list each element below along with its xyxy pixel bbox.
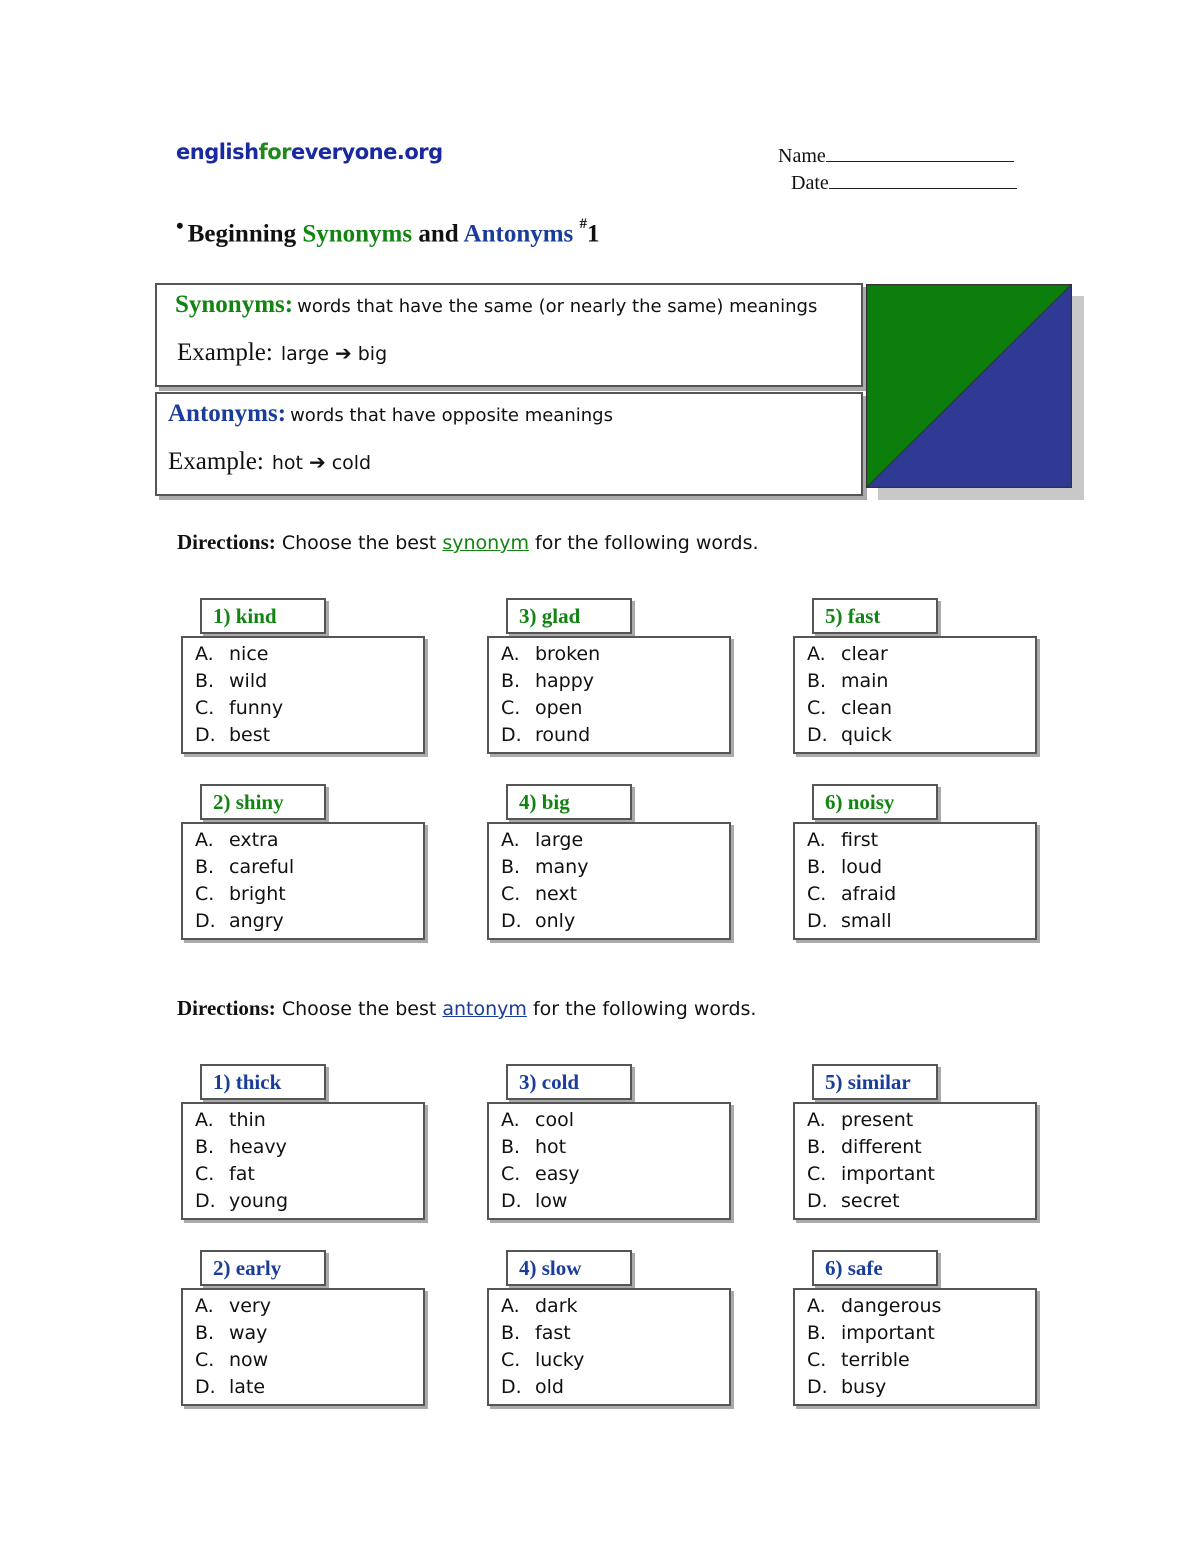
option-text: happy [535, 670, 595, 692]
option-letter: D. [195, 1190, 216, 1212]
option-text: funny [229, 697, 284, 719]
option-text: clear [841, 643, 888, 665]
option-text: old [535, 1376, 564, 1398]
synonym-definition-box [155, 283, 863, 387]
answer-option[interactable] [807, 643, 888, 665]
answer-option[interactable] [501, 1322, 571, 1344]
answer-option[interactable] [501, 1136, 566, 1158]
option-text: many [535, 856, 589, 878]
option-text: round [535, 724, 591, 746]
option-text: busy [841, 1376, 887, 1398]
option-text: very [229, 1295, 271, 1317]
answer-option[interactable] [501, 1349, 584, 1371]
option-letter: B. [195, 1136, 215, 1158]
option-letter: A. [501, 643, 520, 665]
name-date-fields [778, 143, 1017, 197]
arrow-right-icon: ➔ [308, 450, 326, 474]
option-text: easy [535, 1163, 580, 1185]
answer-option[interactable] [501, 1163, 579, 1185]
option-text: dangerous [841, 1295, 942, 1317]
answer-option[interactable] [501, 724, 590, 746]
synonym-options-box [181, 636, 425, 754]
option-letter: D. [807, 910, 828, 932]
answer-option[interactable] [807, 1349, 910, 1371]
option-letter: B. [807, 856, 827, 878]
option-letter: A. [195, 1109, 214, 1131]
answer-option[interactable] [195, 670, 267, 692]
option-text: different [841, 1136, 922, 1158]
option-text: present [841, 1109, 914, 1131]
option-text: bright [229, 883, 286, 905]
option-text: main [841, 670, 889, 692]
answer-option[interactable] [807, 1376, 886, 1398]
antonym-description: words that have opposite meanings [290, 405, 613, 426]
antonym-options-box [487, 1288, 731, 1406]
option-letter: C. [807, 1349, 827, 1371]
option-letter: D. [195, 724, 216, 746]
answer-option[interactable] [501, 1295, 578, 1317]
antonym-options-box [181, 1102, 425, 1220]
synonym-example-label: Example: [177, 339, 273, 366]
antonym-options-box [181, 1288, 425, 1406]
answer-option[interactable] [195, 1376, 265, 1398]
antonym-question-title: 5) similar [812, 1064, 938, 1100]
answer-option[interactable] [807, 1322, 935, 1344]
answer-option[interactable] [195, 1322, 267, 1344]
option-letter: D. [501, 724, 522, 746]
green-blue-triangle-graphic [866, 284, 1072, 488]
answer-option[interactable] [807, 1295, 941, 1317]
answer-option[interactable] [195, 856, 294, 878]
answer-option[interactable] [807, 910, 892, 932]
answer-option[interactable] [195, 1136, 287, 1158]
answer-option[interactable] [501, 697, 582, 719]
antonym-options-box [793, 1288, 1037, 1406]
option-text: clean [841, 697, 893, 719]
page-title: • Beginning Synonyms and Antonyms #1 [176, 213, 600, 248]
option-text: young [229, 1190, 289, 1212]
answer-option[interactable] [195, 1295, 271, 1317]
option-letter: D. [501, 1376, 522, 1398]
option-text: secret [841, 1190, 900, 1212]
answer-option[interactable] [195, 1109, 266, 1131]
antonym-directions: Directions: Choose the best antonym for the following words. [177, 996, 757, 1020]
option-letter: A. [501, 1295, 520, 1317]
date-label: Date [791, 172, 829, 194]
site-logo: englishforeveryone.org [176, 140, 443, 164]
answer-option[interactable] [501, 1376, 564, 1398]
synonym-options-box [181, 822, 425, 940]
name-label: Name [778, 145, 826, 167]
option-text: important [841, 1163, 935, 1185]
date-field[interactable] [778, 170, 1017, 197]
antonym-question-title: 3) cold [506, 1064, 632, 1100]
option-letter: B. [195, 1322, 215, 1344]
option-letter: D. [807, 1190, 828, 1212]
option-letter: D. [195, 910, 216, 932]
antonym-example-from: hot [271, 452, 303, 474]
synonym-options-box [487, 822, 731, 940]
antonym-question-title: 6) safe [812, 1250, 938, 1286]
synonym-question-title: 4) big [506, 784, 632, 820]
answer-option[interactable] [195, 883, 286, 905]
option-letter: C. [501, 883, 521, 905]
option-letter: B. [195, 856, 215, 878]
option-letter: C. [195, 883, 215, 905]
answer-option[interactable] [195, 724, 270, 746]
option-letter: C. [807, 883, 827, 905]
option-letter: C. [195, 697, 215, 719]
answer-option[interactable] [195, 829, 279, 851]
option-letter: D. [807, 724, 828, 746]
option-letter: B. [501, 670, 521, 692]
synonym-options-box [487, 636, 731, 754]
option-letter: B. [807, 1322, 827, 1344]
option-text: terrible [841, 1349, 910, 1371]
option-letter: D. [807, 1376, 828, 1398]
synonym-example-to: big [357, 343, 388, 365]
antonym-question-title: 2) early [200, 1250, 326, 1286]
synonym-directions: Directions: Choose the best synonym for the following words. [177, 530, 759, 554]
answer-option[interactable] [501, 910, 575, 932]
option-letter: C. [807, 697, 827, 719]
synonym-options-box [793, 636, 1037, 754]
answer-option[interactable] [807, 1190, 900, 1212]
option-letter: B. [501, 1322, 521, 1344]
synonym-question-title: 2) shiny [200, 784, 326, 820]
answer-option[interactable] [807, 856, 882, 878]
antonym-term: Antonyms: [168, 400, 287, 427]
option-letter: C. [501, 697, 521, 719]
option-letter: C. [501, 1349, 521, 1371]
answer-option[interactable] [807, 883, 896, 905]
answer-option[interactable] [195, 1349, 268, 1371]
option-letter: C. [501, 1163, 521, 1185]
option-text: careful [229, 856, 295, 878]
answer-option[interactable] [195, 697, 283, 719]
name-field[interactable] [778, 143, 1017, 170]
option-letter: A. [807, 1109, 826, 1131]
option-text: broken [535, 643, 601, 665]
antonym-example-to: cold [331, 452, 372, 474]
option-text: heavy [229, 1136, 287, 1158]
answer-option[interactable] [195, 1190, 288, 1212]
option-letter: C. [195, 1349, 215, 1371]
bullet-icon: • [176, 213, 184, 239]
option-letter: D. [501, 910, 522, 932]
antonym-example-label: Example: [168, 448, 264, 475]
option-letter: A. [501, 829, 520, 851]
option-letter: A. [195, 643, 214, 665]
option-letter: D. [195, 1376, 216, 1398]
antonym-options-box [487, 1102, 731, 1220]
option-text: nice [229, 643, 269, 665]
name-blank-line[interactable] [826, 143, 1014, 162]
option-letter: D. [501, 1190, 522, 1212]
synonym-term: Synonyms: [175, 291, 294, 318]
answer-option[interactable] [501, 829, 583, 851]
synonym-description: words that have the same (or nearly the same) meanings [297, 296, 818, 317]
option-text: first [841, 829, 879, 851]
option-letter: B. [501, 856, 521, 878]
option-text: way [229, 1322, 268, 1344]
option-text: dark [535, 1295, 578, 1317]
synonym-question-title: 5) fast [812, 598, 938, 634]
option-text: lucky [535, 1349, 585, 1371]
option-text: wild [229, 670, 268, 692]
option-letter: B. [807, 1136, 827, 1158]
option-letter: A. [195, 1295, 214, 1317]
synonym-question-title: 1) kind [200, 598, 326, 634]
synonym-options-box [793, 822, 1037, 940]
option-text: fast [535, 1322, 571, 1344]
answer-option[interactable] [501, 643, 600, 665]
option-text: hot [535, 1136, 567, 1158]
option-text: small [841, 910, 892, 932]
option-letter: C. [807, 1163, 827, 1185]
answer-option[interactable] [807, 829, 878, 851]
option-text: next [535, 883, 578, 905]
synonym-question-title: 6) noisy [812, 784, 938, 820]
option-text: afraid [841, 883, 897, 905]
answer-option[interactable] [501, 1109, 574, 1131]
answer-option[interactable] [501, 856, 588, 878]
option-letter: C. [195, 1163, 215, 1185]
option-text: angry [229, 910, 284, 932]
answer-option[interactable] [501, 1190, 567, 1212]
arrow-right-icon: ➔ [334, 341, 352, 365]
option-letter: A. [807, 829, 826, 851]
option-letter: A. [807, 643, 826, 665]
antonym-question-title: 1) thick [200, 1064, 326, 1100]
option-text: quick [841, 724, 892, 746]
option-letter: A. [501, 1109, 520, 1131]
option-text: thin [229, 1109, 266, 1131]
antonym-question-title: 4) slow [506, 1250, 632, 1286]
antonym-options-box [793, 1102, 1037, 1220]
answer-option[interactable] [807, 1136, 922, 1158]
option-text: late [229, 1376, 266, 1398]
option-text: open [535, 697, 583, 719]
option-letter: A. [195, 829, 214, 851]
answer-option[interactable] [501, 883, 577, 905]
option-letter: B. [195, 670, 215, 692]
option-text: cool [535, 1109, 574, 1131]
option-letter: B. [807, 670, 827, 692]
answer-option[interactable] [501, 670, 594, 692]
answer-option[interactable] [195, 643, 268, 665]
synonym-example-from: large [280, 343, 329, 365]
option-text: fat [229, 1163, 255, 1185]
option-text: loud [841, 856, 883, 878]
option-text: only [535, 910, 576, 932]
option-text: large [535, 829, 584, 851]
answer-option[interactable] [807, 1163, 935, 1185]
option-text: low [535, 1190, 568, 1212]
option-text: now [229, 1349, 269, 1371]
option-letter: B. [501, 1136, 521, 1158]
answer-option[interactable] [195, 1163, 255, 1185]
option-text: extra [229, 829, 279, 851]
answer-option[interactable] [807, 697, 892, 719]
answer-option[interactable] [195, 910, 284, 932]
synonym-question-title: 3) glad [506, 598, 632, 634]
option-text: important [841, 1322, 935, 1344]
option-letter: A. [807, 1295, 826, 1317]
antonym-definition-box [155, 392, 863, 496]
date-blank-line[interactable] [829, 170, 1017, 189]
answer-option[interactable] [807, 670, 888, 692]
answer-option[interactable] [807, 724, 892, 746]
option-text: best [229, 724, 271, 746]
answer-option[interactable] [807, 1109, 913, 1131]
